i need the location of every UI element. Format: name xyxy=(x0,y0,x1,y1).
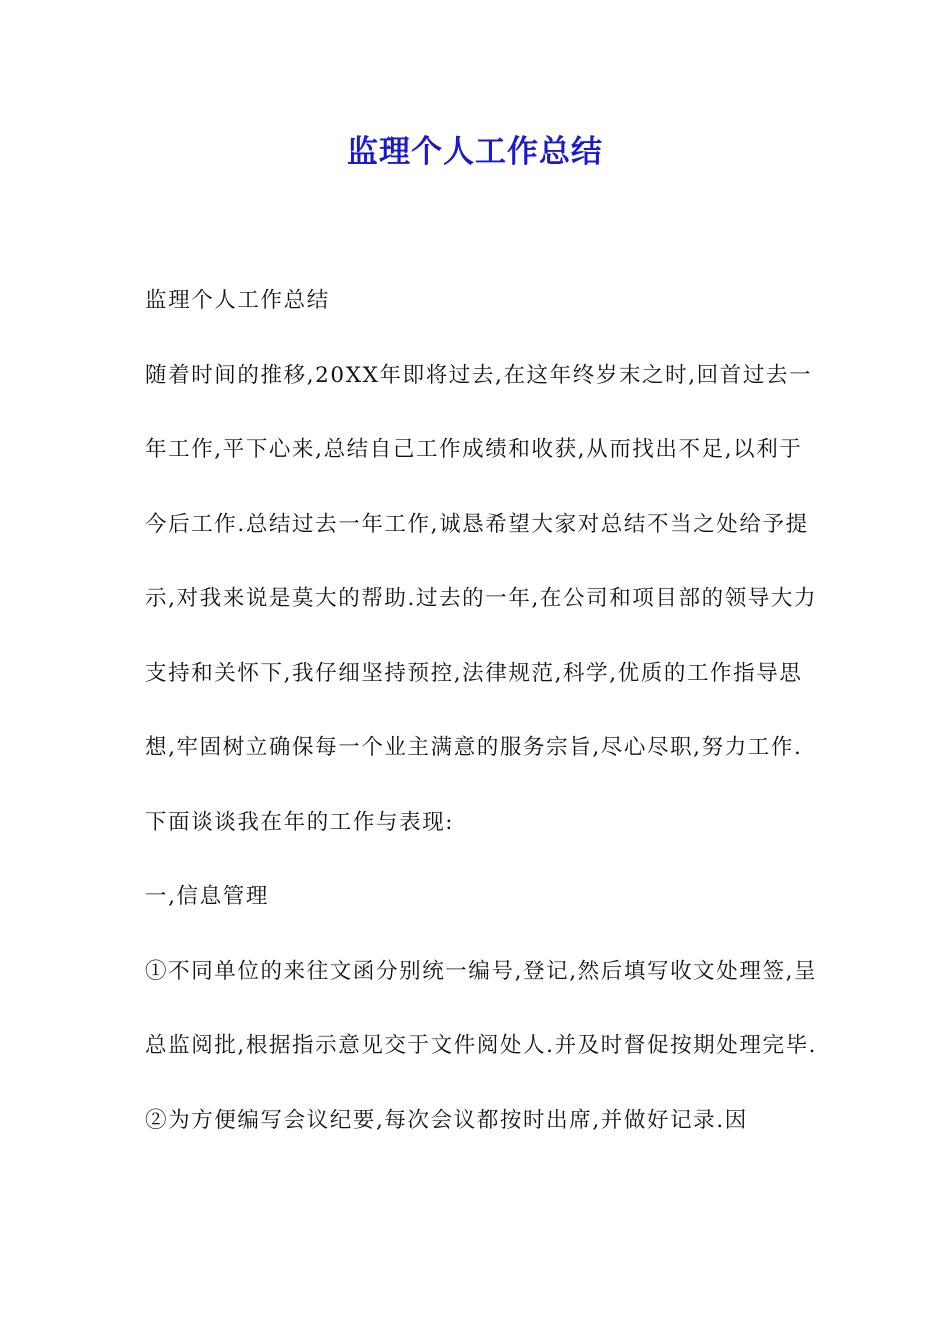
intro-paragraph: 随着时间的推移,20XX年即将过去,在这年终岁末之时,回首过去一年工作,平下心来,总结自己工作成绩和收获,从而找出不足,以利于今后工作.总结过去一年工作,诚恳希望大家对总结不当之处给予提示,对我来说是莫大的帮助.过去的一年,在公司和项目部的领导大力支持和关怀下,我仔细坚持预控,法律规范,科学,优质的工作指导思想,牢固树立确保每一个业主满意的服务宗旨,尽心尽职,努力工作.下面谈谈我在年的工作与表现: xyxy=(145,362,818,835)
document-body xyxy=(145,264,820,1158)
section-heading: 一,信息管理 xyxy=(145,884,269,909)
list-item-2: ②为方便编写会议纪要,每次会议都按时出席,并做好记录.因 xyxy=(145,1107,748,1133)
list-item-1: ①不同单位的来往文函分别统一编号,登记,然后填写收文处理签,呈总监阅批,根据指示意见交于文件阅处人.并及时督促按期处理完毕. xyxy=(145,958,818,1058)
subtitle-paragraph: 监理个人工作总结 xyxy=(145,288,330,313)
document-title: 监理个人工作总结 xyxy=(347,134,603,170)
